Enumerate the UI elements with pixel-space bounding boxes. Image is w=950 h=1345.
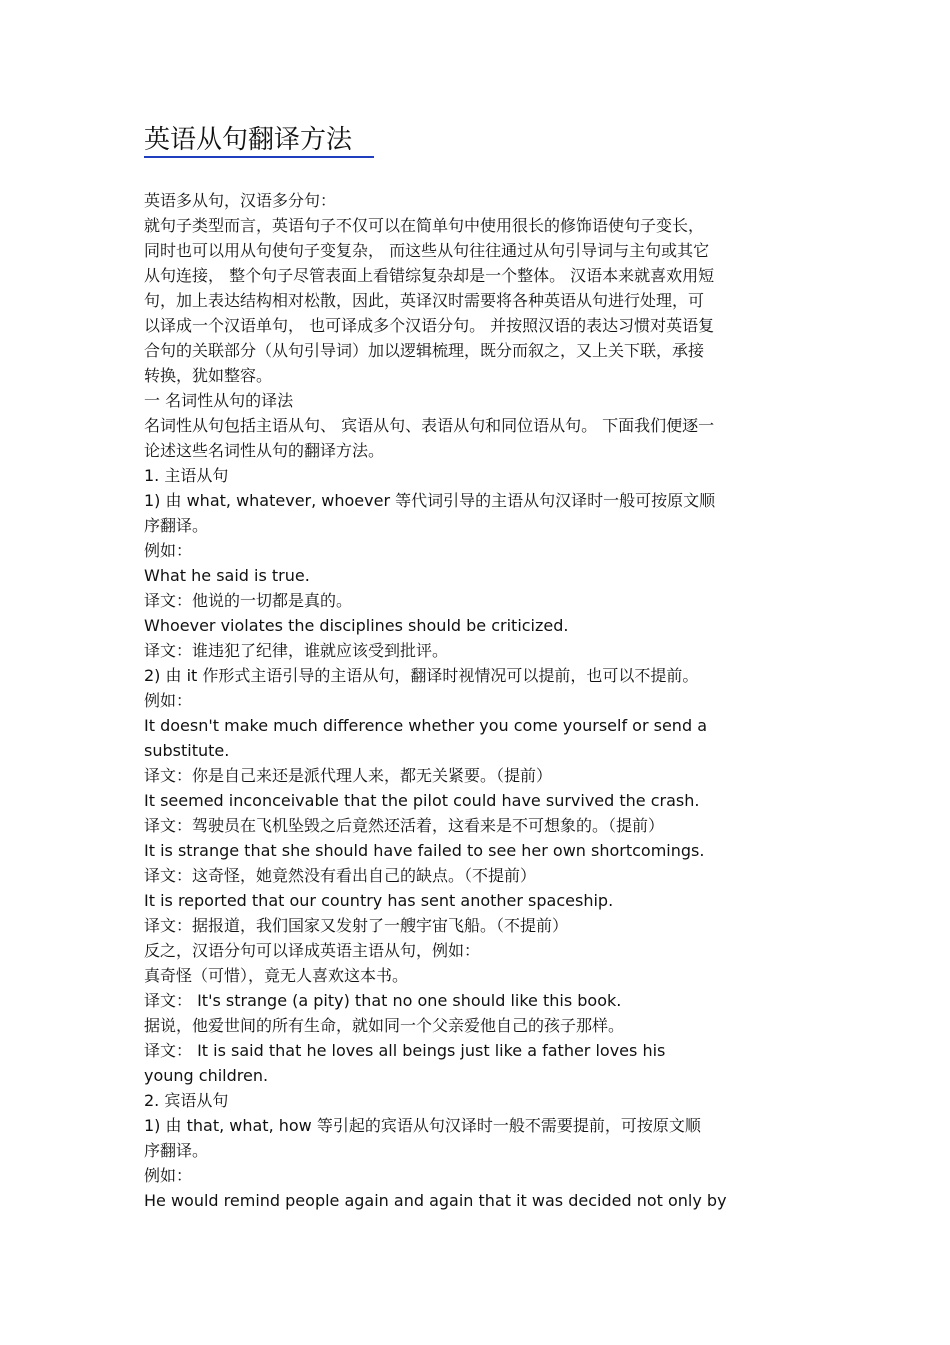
translation-line: 译文： It's strange (a pity) that no one should like this book. xyxy=(144,991,622,1010)
english-example: What he said is true. xyxy=(144,566,310,585)
text-line: 英语多从句，汉语多分句： xyxy=(144,191,337,210)
english-example: He would remind people again and again that it was decided not only by xyxy=(144,1191,727,1210)
text-line: 名词性从句包括主语从句、 宾语从句、表语从句和同位语从句。 下面我们便逐一 xyxy=(144,416,715,435)
text-line: 就句子类型而言，英语句子不仅可以在简单句中使用很长的修饰语使句子变长， xyxy=(144,216,705,235)
section-heading: 一 名词性从句的译法 xyxy=(144,391,294,410)
english-example: Whoever violates the disciplines should be criticized. xyxy=(144,616,569,635)
english-example: It is strange that she should have failed to see her own shortcomings. xyxy=(144,841,705,860)
text-line: 合句的关联部分（从句引导词）加以逻辑梳理，既分而叙之，又上关下联，承接 xyxy=(144,341,705,360)
example-label: 例如： xyxy=(144,1166,193,1185)
translation-line: 译文：他说的一切都是真的。 xyxy=(144,591,353,610)
text-line: 序翻译。 xyxy=(144,1141,209,1160)
english-example: It seemed inconceivable that the pilot could have survived the crash. xyxy=(144,791,700,810)
english-example: substitute. xyxy=(144,741,230,760)
chinese-example: 真奇怪（可惜），竟无人喜欢这本书。 xyxy=(144,966,409,985)
translation-line: 译文：你是自己来还是派代理人来，都无关紧要。（提前） xyxy=(144,766,553,785)
english-example: It is reported that our country has sent another spaceship. xyxy=(144,891,614,910)
text-line: 2) 由 it 作形式主语引导的主语从句，翻译时视情况可以提前，也可以不提前。 xyxy=(144,666,699,685)
translation-line: young children. xyxy=(144,1066,269,1085)
example-label: 例如： xyxy=(144,691,193,710)
document-body xyxy=(144,188,824,1213)
text-line: 论述这些名词性从句的翻译方法。 xyxy=(144,441,385,460)
document-title: 英语从句翻译方法 xyxy=(144,125,353,155)
text-line: 从句连接， 整个句子尽管表面上看错综复杂却是一个整体。 汉语本来就喜欢用短 xyxy=(144,266,715,285)
translation-line: 译文：这奇怪，她竟然没有看出自己的缺点。（不提前） xyxy=(144,866,537,885)
text-line: 1) 由 what, whatever, whoever 等代词引导的主语从句汉译时一般可按原文顺 xyxy=(144,491,716,510)
text-line: 1) 由 that, what, how 等引起的宾语从句汉译时一般不需要提前，可按原文顺 xyxy=(144,1116,701,1135)
chinese-example: 据说，他爱世间的所有生命，就如同一个父亲爱他自己的孩子那样。 xyxy=(144,1016,625,1035)
text-line: 反之，汉语分句可以译成英语主语从句，例如： xyxy=(144,941,481,960)
subsection-heading: 1. 主语从句 xyxy=(144,466,229,485)
subsection-heading: 2. 宾语从句 xyxy=(144,1091,229,1110)
english-example: It doesn't make much difference whether you come yourself or send a xyxy=(144,716,707,735)
translation-line: 译文： It is said that he loves all beings just like a father loves his xyxy=(144,1041,666,1060)
text-line: 序翻译。 xyxy=(144,516,209,535)
translation-line: 译文：据报道，我们国家又发射了一艘宇宙飞船。（不提前） xyxy=(144,916,569,935)
example-label: 例如： xyxy=(144,541,193,560)
title-underline xyxy=(144,156,374,158)
text-line: 同时也可以用从句使句子变复杂， 而这些从句往往通过从句引导词与主句或其它 xyxy=(144,241,710,260)
text-line: 转换，犹如整容。 xyxy=(144,366,273,385)
text-line: 句，加上表达结构相对松散，因此，英译汉时需要将各种英语从句进行处理，可 xyxy=(144,291,705,310)
text-line: 以译成一个汉语单句， 也可译成多个汉语分句。 并按照汉语的表达习惯对英语复 xyxy=(144,316,715,335)
translation-line: 译文：驾驶员在飞机坠毁之后竟然还活着，这看来是不可想象的。（提前） xyxy=(144,816,665,835)
translation-line: 译文：谁违犯了纪律，谁就应该受到批评。 xyxy=(144,641,449,660)
